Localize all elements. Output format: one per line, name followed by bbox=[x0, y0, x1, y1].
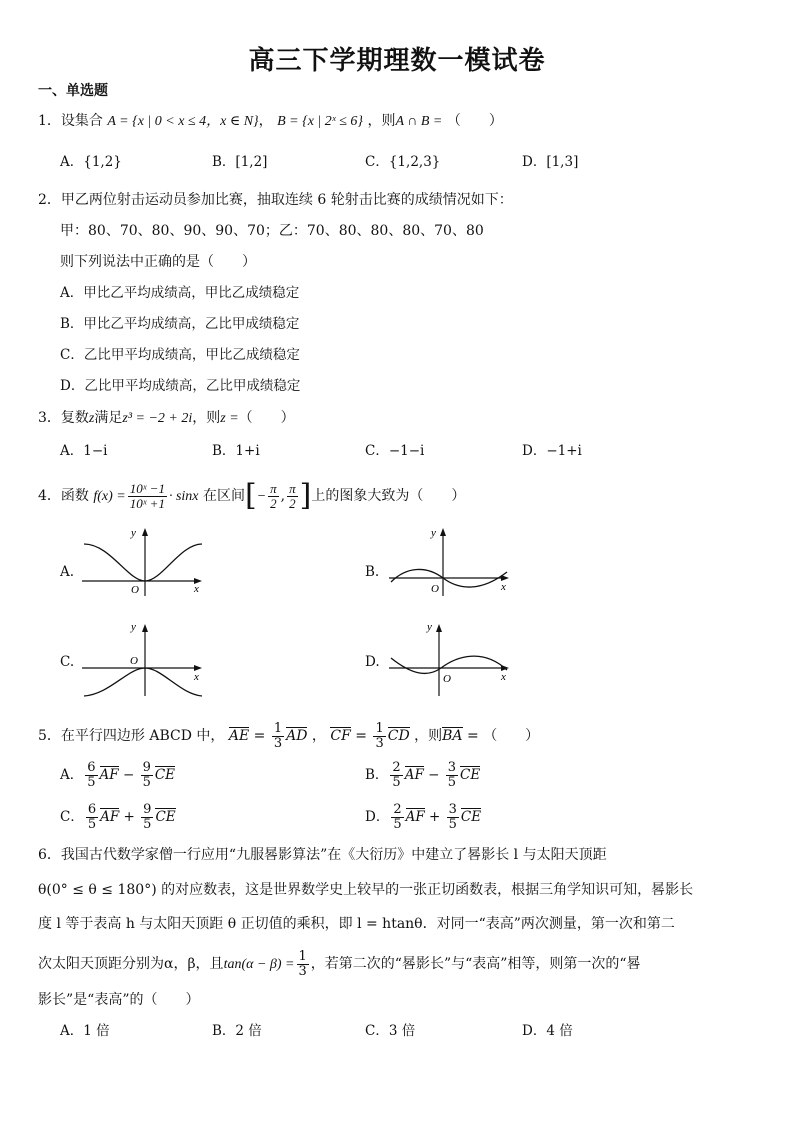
svg-text:O: O bbox=[130, 655, 138, 667]
svg-text:x: x bbox=[501, 671, 506, 683]
question-text: 设集合 bbox=[60, 113, 103, 129]
q5-option-a: A． $\frac{6}{5}$ AF − $\frac{9}{5}$ CE bbox=[60, 760, 176, 790]
q1-option-c: C．{1,2,3} bbox=[365, 154, 441, 170]
q2-option-c: C．乙比甲平均成绩高，甲比乙成绩稳定 bbox=[60, 347, 300, 363]
question-number: 1． bbox=[38, 113, 61, 129]
graph-option-c bbox=[78, 618, 208, 700]
q2-option-d: D．乙比甲平均成绩高，乙比甲成绩稳定 bbox=[60, 378, 301, 394]
question-6-line-5: 影长”是“表高”的（ ） bbox=[38, 992, 200, 1008]
q1-option-d: D．[1,3] bbox=[522, 154, 579, 170]
q4-option-d-label: D. bbox=[365, 654, 380, 670]
q4-option-c-label: C. bbox=[60, 654, 75, 670]
svg-text:x: x bbox=[194, 583, 199, 595]
answer-blank: （ ） bbox=[446, 113, 503, 129]
option-value: {1,2,3} bbox=[388, 154, 441, 170]
option-value: [1,2] bbox=[235, 154, 268, 170]
question-2-stem: 2．甲乙两位射击运动员参加比赛，抽取连续 6 轮射击比赛的成绩情况如下： bbox=[38, 192, 513, 208]
function-formula: f(x) = bbox=[93, 489, 126, 504]
question-6-line-3: 度 l 等于表高 h 与太阳天顶距 θ 正切值的乘积，即 l = htanθ．对同一“表高”两次测量，第一次和第二 bbox=[38, 916, 675, 932]
svg-text:y: y bbox=[131, 621, 136, 633]
graph-option-d bbox=[385, 618, 515, 700]
svg-text:y: y bbox=[427, 621, 432, 633]
svg-text:y: y bbox=[131, 527, 136, 539]
question-6-line-1: 6．我国古代数学家僧一行应用“九服晷影算法”在《大衍历》中建立了晷影长 l 与太阳天顶距 bbox=[38, 847, 607, 863]
q3-option-d: D．−1+i bbox=[522, 443, 582, 459]
q3-option-a: A．1−i bbox=[60, 443, 108, 459]
q6-option-a: A．1 倍 bbox=[60, 1023, 110, 1039]
answer-blank: （ ） bbox=[483, 728, 540, 744]
question-6-line-2: θ(0° ≤ θ ≤ 180°) 的对应数表，这是世界数学史上较早的一张正切函数表，根据三角学知识可知，晷影长 bbox=[38, 882, 694, 898]
q6-option-b: B．2 倍 bbox=[212, 1023, 262, 1039]
graph-option-a bbox=[78, 526, 208, 598]
option-value: {1,2} bbox=[83, 154, 122, 170]
question-2-data: 甲：80、70、80、90、90、70；乙：70、80、80、80、70、80 bbox=[60, 223, 484, 239]
q5-option-b: B． $\frac{2}{5}$ AF − $\frac{3}{5}$ CE bbox=[365, 760, 481, 790]
q5-option-c: C． $\frac{6}{5}$ AF + $\frac{9}{5}$ CE bbox=[60, 802, 176, 832]
question-6-line-4: 次太阳天顶距分别为α，β，且tan(α − β) = $\frac{1}{3}$ ，若第二次的“晷影长”与“表高”相等，则第一次的“晷 bbox=[38, 948, 641, 979]
svg-text:x: x bbox=[194, 671, 199, 683]
graph-option-b bbox=[385, 526, 515, 598]
q6-option-d: D．4 倍 bbox=[522, 1023, 573, 1039]
q3-option-b: B．1+i bbox=[212, 443, 260, 459]
q1-option-a: A．{1,2} bbox=[60, 154, 122, 170]
function-fraction: $\frac{\text{10ˣ −1}}{\text{10ˣ +1}}$ bbox=[129, 480, 165, 511]
svg-text:x: x bbox=[501, 581, 506, 593]
q4-option-a-label: A. bbox=[60, 564, 75, 580]
question-formula: z³ = −2 + 2i bbox=[122, 411, 193, 426]
section-heading: 一、单选题 bbox=[38, 83, 108, 99]
q6-option-c: C．3 倍 bbox=[365, 1023, 416, 1039]
question-4-stem: 4．函数 f(x) = $\frac{\text{10ˣ −1}}{\text{10ˣ +1}}$ · sinx 在区间[− $\frac{\pi}{2}$ , $\frac{\pi}{2}$ ]上的图象大致为（ ） bbox=[38, 478, 466, 513]
svg-text:O: O bbox=[131, 584, 139, 596]
svg-text:y: y bbox=[431, 527, 436, 539]
q3-option-c: C．−1−i bbox=[365, 443, 425, 459]
set-a-formula: A = {x | 0 < x ≤ 4，x ∈ N} bbox=[107, 114, 259, 129]
question-formula: A ∩ B = bbox=[395, 114, 443, 129]
q1-option-b: B．[1,2] bbox=[212, 154, 268, 170]
set-b-formula: B = {x | 2ˣ ≤ 6} bbox=[277, 114, 363, 129]
page-title: 高三下学期理数一模试卷 bbox=[248, 46, 546, 76]
question-5-stem: 5．在平行四边形 ABCD 中， AE = $\frac{1}{3}$ AD ， CF = $\frac{1}{3}$ CD ，则BA = （ ） bbox=[38, 720, 540, 751]
svg-text:O: O bbox=[431, 583, 439, 595]
q2-option-b: B．甲比乙平均成绩高，乙比甲成绩稳定 bbox=[60, 316, 300, 332]
answer-blank: （ ） bbox=[238, 410, 295, 426]
q2-option-a: A．甲比乙平均成绩高，甲比乙成绩稳定 bbox=[60, 285, 300, 301]
question-1-stem: 1．设集合 A = {x | 0 < x ≤ 4，x ∈ N}， B = {x | 2ˣ ≤ 6} ，则A ∩ B = （ ） bbox=[38, 113, 503, 129]
svg-text:O: O bbox=[443, 673, 451, 685]
question-text: ，则 bbox=[367, 113, 396, 129]
q5-option-d: D． $\frac{2}{5}$ AF + $\frac{3}{5}$ CE bbox=[365, 802, 482, 832]
question-3-stem: 3．复数z满足z³ = −2 + 2i，则z =（ ） bbox=[38, 410, 295, 426]
q4-option-b-label: B. bbox=[365, 564, 380, 580]
option-value: [1,3] bbox=[546, 154, 579, 170]
question-2-ask: 则下列说法中正确的是（ ） bbox=[60, 254, 256, 270]
